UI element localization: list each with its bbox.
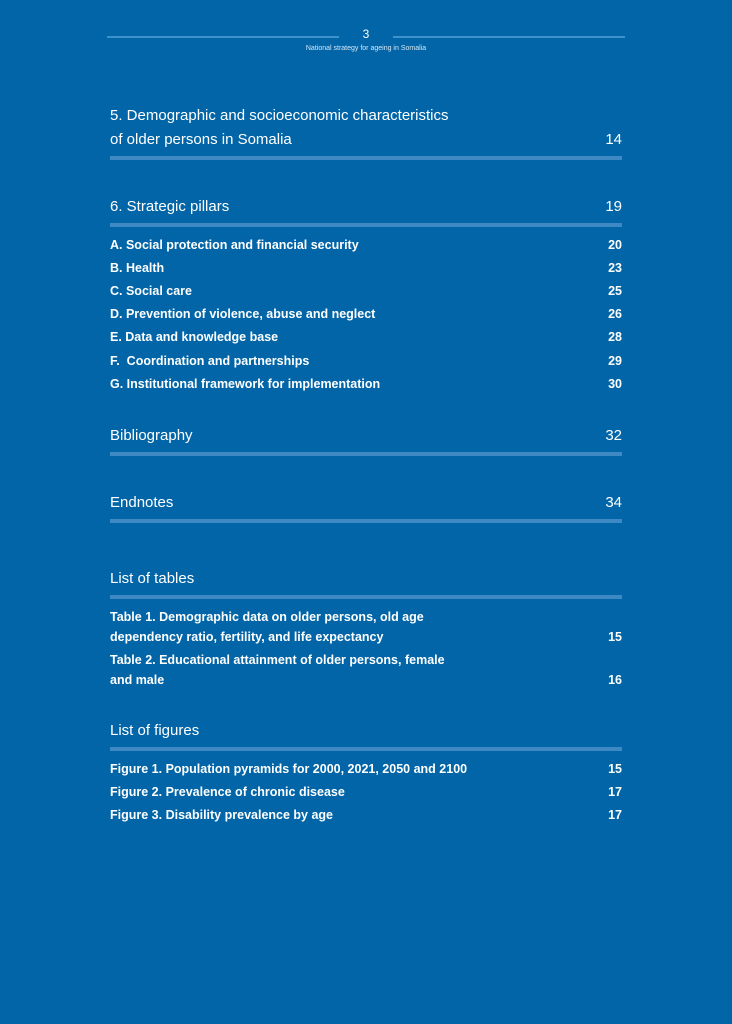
toc-subentry[interactable] [110,328,622,348]
section-divider [110,223,622,227]
list-of-figures-heading [110,719,622,743]
toc-entry-page: 32 [605,427,622,444]
figure-entry-page: 17 [608,785,622,799]
page-number: 3 [362,27,370,41]
toc-subentry-title: B. Health [110,261,165,275]
table-entry-page: 15 [608,629,622,644]
toc-subentry[interactable] [110,305,622,325]
figure-entry[interactable] [110,806,622,826]
figure-entry-title: Figure 1. Population pyramids for 2000, 2021, 2050 and 2100 [110,762,468,776]
list-of-tables-heading [110,567,622,591]
section-divider [110,747,622,751]
toc-subentry[interactable] [110,236,622,256]
toc-entry-page: 34 [605,494,622,511]
running-title: National strategy for ageing in Somalia [305,45,427,52]
toc-subentry-page: 29 [608,354,622,368]
toc-entry-section-5[interactable] [110,104,622,152]
table-entry-title-line: Table 1. Demographic data on older persons, old age [110,610,424,624]
toc-subentry[interactable] [110,259,622,279]
page-header [0,0,732,60]
section-divider [110,519,622,523]
section-divider [110,452,622,456]
toc-subentry-page: 25 [608,284,622,298]
figure-entry[interactable] [110,783,622,803]
table-entry[interactable] [110,608,622,647]
table-entry-title-line: and male [110,672,165,687]
toc-entry-title: List of figures [110,722,200,739]
toc-subentry[interactable] [110,352,622,372]
toc-entry-bibliography[interactable] [110,424,622,448]
figure-entry-page: 15 [608,762,622,776]
table-entry-title-line: Table 2. Educational attainment of older persons, female [110,653,445,667]
toc-subentry-title: D. Prevention of violence, abuse and neglect [110,307,376,321]
toc-subentry[interactable] [110,375,622,395]
toc-entry-page: 14 [605,131,622,148]
toc-entry-title [110,104,550,152]
table-entry-page: 16 [608,672,622,687]
table-entry-title [110,651,540,690]
toc-entry-page: 19 [605,198,622,215]
toc-subentry-title: C. Social care [110,284,192,298]
figure-entry[interactable] [110,760,622,780]
table-entry[interactable] [110,651,622,690]
toc-subentry-title: A. Social protection and financial security [110,238,359,252]
toc-subentry-title: E. Data and knowledge base [110,330,279,344]
toc-entry-title: Endnotes [110,494,174,511]
toc-subentry-page: 26 [608,307,622,321]
toc-entry-title: List of tables [110,570,195,587]
figure-entry-page: 17 [608,808,622,822]
toc-entry-title-line: of older persons in Somalia [110,131,292,148]
section-divider [110,156,622,160]
toc-subentry-page: 30 [608,377,622,391]
toc-subentry-page: 28 [608,330,622,344]
table-entry-title-line: dependency ratio, fertility, and life expectancy [110,629,384,644]
figure-entry-title: Figure 3. Disability prevalence by age [110,808,334,822]
toc-entry-title: 6. Strategic pillars [110,198,230,215]
toc-entry-title-line: 5. Demographic and socioeconomic characteristics [110,107,449,124]
header-rule-right [393,36,625,38]
toc-entry-title: Bibliography [110,427,193,444]
toc-subentry-title: F. Coordination and partnerships [110,354,310,368]
toc-entry-section-6[interactable] [110,195,622,219]
toc-subentry-page: 23 [608,261,622,275]
toc-subentry-page: 20 [608,238,622,252]
table-entry-title [110,608,540,647]
section-divider [110,595,622,599]
figure-entry-title: Figure 2. Prevalence of chronic disease [110,785,345,799]
toc-entry-endnotes[interactable] [110,491,622,515]
toc-subentry[interactable] [110,282,622,302]
toc-subentry-title: G. Institutional framework for implementation [110,377,381,391]
